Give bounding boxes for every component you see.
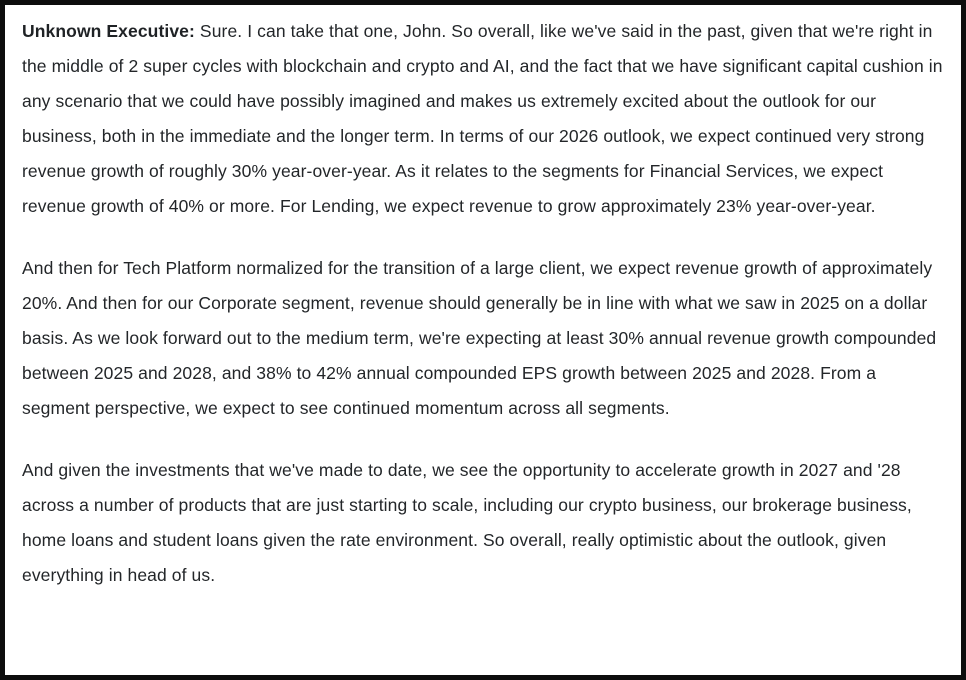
paragraph-2-text: And then for Tech Platform normalized for the transition of a large client, we expect revenue growth of approximately 20%. And then for our Corporate segment, revenue should generally be in line with what we saw in 2025 on a dollar basis. As we look forward out to the medium term, we're expecting at least 30% annual revenue growth compounded between 2025 and 2028, and 38% to 42% annual compounded EPS growth between 2025 and 2028. From a segment perspective, we expect to see continued momentum across all segments. — [22, 258, 937, 418]
transcript-paragraph-1 — [22, 14, 943, 224]
paragraph-3-text: And given the investments that we've made to date, we see the opportunity to accelerate growth in 2027 and '28 across a number of products that are just starting to scale, including our crypto business, our brokerage business, home loans and student loans given the rate environment. So overall, really optimistic about the outlook, given everything in head of us. — [22, 460, 912, 585]
speaker-label: Unknown Executive: — [22, 21, 195, 41]
transcript-paragraph-3 — [22, 453, 943, 593]
paragraph-1-text: Sure. I can take that one, John. So overall, like we've said in the past, given that we're right in the middle of 2 super cycles with blockchain and crypto and AI, and the fact that we have significant capital cushion in any scenario that we could have possibly imagined and makes us extremely excited about the outlook for our business, both in the immediate and the longer term. In terms of our 2026 outlook, we expect continued very strong revenue growth of roughly 30% year-over-year. As it relates to the segments for Financial Services, we expect revenue growth of 40% or more. For Lending, we expect revenue to grow approximately 23% year-over-year. — [22, 21, 943, 216]
transcript-paragraph-2 — [22, 251, 943, 426]
